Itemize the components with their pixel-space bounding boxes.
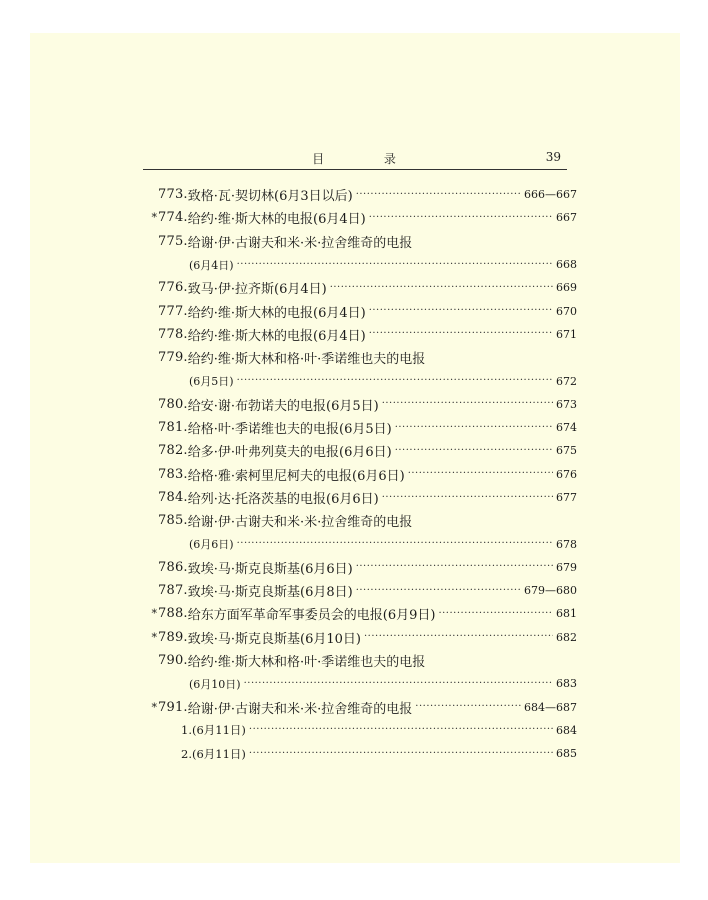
leader-dots: [237, 258, 553, 272]
entry-title: 给约·维·斯大林和格·叶·季诺维也夫的电报: [187, 655, 426, 671]
entry-number: 776.: [158, 280, 188, 296]
leader-dots: [408, 467, 553, 481]
leader-dots: [249, 747, 553, 761]
entry-number: 786.: [158, 559, 188, 575]
subentry-title: 2.(6月11日): [181, 746, 246, 761]
toc-entry[interactable]: [143, 416, 577, 439]
leader-dots: [395, 444, 553, 458]
entry-number: 781.: [158, 420, 188, 436]
entry-title: 给列·达·托洛茨基的电报(6月6日): [187, 492, 379, 507]
toc-entry[interactable]: [143, 299, 577, 322]
leader-dots: [364, 630, 553, 644]
entry-number: 784.: [158, 490, 188, 505]
toc-entry[interactable]: [143, 230, 577, 253]
entry-date: (6月4日): [189, 258, 234, 272]
entry-number: 775.: [158, 233, 188, 249]
leader-dots: [369, 327, 553, 341]
toc-entry[interactable]: [143, 556, 577, 579]
entry-page: 667: [556, 211, 577, 225]
entry-page: 684—687: [524, 700, 577, 714]
entry-page: 675: [556, 444, 577, 458]
leader-dots: [356, 560, 553, 574]
leader-dots: [356, 584, 521, 598]
entry-page: 679: [556, 560, 577, 574]
table-of-contents: [143, 183, 577, 765]
toc-entry-continuation[interactable]: [143, 532, 577, 555]
toc-entry-continuation[interactable]: [143, 672, 577, 695]
entry-number: 785.: [158, 513, 188, 529]
toc-entry[interactable]: [143, 486, 577, 509]
entry-number: 789.: [158, 629, 188, 645]
header-rule: [143, 169, 567, 170]
toc-entry[interactable]: [143, 602, 577, 625]
entry-page: 666—667: [524, 188, 577, 202]
entry-title: 给安·谢·布勃诺夫的电报(6月5日): [187, 398, 379, 414]
leader-dots: [395, 421, 553, 435]
entry-page: 669: [556, 281, 577, 295]
entry-page: 683: [556, 677, 577, 691]
page-title: 目 录: [312, 152, 424, 166]
entry-title: 给约·维·斯大林的电报(6月4日): [187, 305, 366, 321]
entry-title: 给东方面军革命军事委员会的电报(6月9日): [187, 608, 436, 624]
entry-title: 致埃·马·斯克良斯基(6月6日): [187, 561, 353, 577]
toc-entry[interactable]: [143, 696, 577, 719]
entry-title: 给谢·伊·古谢夫和米·米·拉舍维奇的电报: [187, 701, 413, 717]
entry-mark: *: [151, 607, 157, 621]
entry-title: 给多·伊·叶弗列莫夫的电报(6月6日): [187, 445, 392, 461]
entry-page: 682: [556, 630, 577, 644]
entry-date: (6月5日): [189, 375, 234, 389]
entry-title: 致马·伊·拉齐斯(6月4日): [187, 282, 327, 298]
entry-page: 671: [556, 327, 577, 341]
toc-subentry[interactable]: [143, 719, 577, 742]
toc-entry[interactable]: [143, 346, 577, 369]
leader-dots: [249, 723, 553, 737]
toc-entry[interactable]: [143, 463, 577, 486]
leader-dots: [356, 188, 521, 202]
entry-title: 致格·瓦·契切林(6月3日以后): [187, 189, 353, 205]
entry-title: 致埃·马·斯克良斯基(6月8日): [187, 585, 353, 601]
entry-number: 788.: [158, 606, 188, 622]
leader-dots: [237, 374, 553, 388]
entry-page: 676: [556, 467, 577, 481]
entry-title: 给格·叶·季诺维也夫的电报(6月5日): [187, 422, 392, 438]
subentry-title: 1.(6月11日): [181, 723, 246, 738]
toc-entry-continuation[interactable]: [143, 253, 577, 276]
toc-entry[interactable]: [143, 626, 577, 649]
entry-number: 773.: [158, 187, 188, 203]
leader-dots: [369, 211, 553, 225]
entry-title: 给约·维·斯大林的电报(6月4日): [187, 328, 366, 344]
leader-dots: [237, 537, 553, 551]
entry-title: 给谢·伊·古谢夫和米·米·拉舍维奇的电报: [187, 235, 413, 251]
leader-dots: [438, 607, 553, 621]
entry-page: 673: [556, 397, 577, 411]
entry-page: 679—680: [524, 584, 577, 598]
toc-entry[interactable]: [143, 323, 577, 346]
entry-page: 681: [556, 607, 577, 621]
entry-number: 782.: [158, 443, 188, 459]
toc-entry[interactable]: [143, 509, 577, 532]
entry-title: 致埃·马·斯克良斯基(6月10日): [187, 631, 361, 647]
entry-number: 780.: [158, 396, 188, 412]
entry-page: 678: [556, 537, 577, 551]
entry-mark: *: [151, 700, 157, 714]
toc-entry[interactable]: [143, 183, 577, 206]
entry-number: 774.: [158, 210, 188, 226]
toc-entry[interactable]: [143, 579, 577, 602]
leader-dots: [369, 304, 553, 318]
entry-title: 给约·维·斯大林和格·叶·季诺维也夫的电报: [187, 352, 426, 368]
leader-dots: [244, 677, 553, 691]
entry-title: 给谢·伊·古谢夫和米·米·拉舍维奇的电报: [187, 515, 413, 531]
entry-title: 给约·维·斯大林的电报(6月4日): [187, 212, 366, 228]
leader-dots: [382, 397, 553, 411]
toc-entry[interactable]: [143, 649, 577, 672]
entry-page: 668: [556, 258, 577, 272]
page-header: [143, 148, 565, 168]
leader-dots: [415, 700, 521, 714]
entry-title: 给格·雅·索柯里尼柯夫的电报(6月6日): [187, 468, 405, 484]
entry-page: 677: [556, 491, 577, 504]
toc-entry[interactable]: [143, 393, 577, 416]
leader-dots: [330, 281, 553, 295]
entry-number: 787.: [158, 583, 188, 599]
entry-number: 777.: [158, 303, 188, 319]
subentry-page: 685: [556, 747, 577, 761]
entry-date: (6月10日): [189, 677, 241, 691]
entry-page: 670: [556, 304, 577, 318]
leader-dots: [382, 491, 553, 505]
toc-entry[interactable]: [143, 439, 577, 462]
toc-entry[interactable]: [143, 206, 577, 229]
entry-number: 778.: [158, 326, 188, 342]
toc-subentry[interactable]: [143, 742, 577, 765]
subentry-page: 684: [556, 723, 577, 737]
toc-entry[interactable]: [143, 276, 577, 299]
entry-page: 672: [556, 374, 577, 388]
page-number: 39: [545, 150, 561, 164]
entry-number: 791.: [158, 699, 188, 715]
entry-number: 779.: [158, 350, 188, 366]
entry-number: 790.: [158, 653, 188, 669]
entry-date: (6月6日): [189, 538, 234, 552]
entry-mark: *: [151, 211, 157, 225]
toc-entry-continuation[interactable]: [143, 369, 577, 392]
entry-page: 674: [556, 421, 577, 435]
entry-mark: *: [151, 630, 157, 644]
entry-number: 783.: [158, 466, 188, 482]
